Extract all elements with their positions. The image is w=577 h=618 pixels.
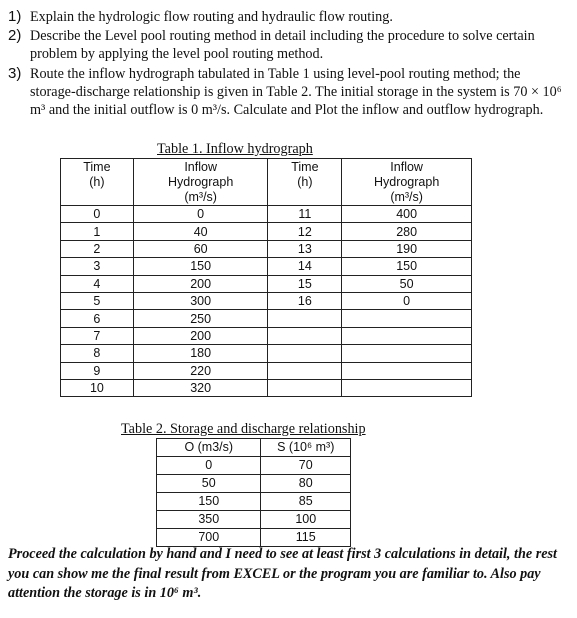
table-cell: 220 bbox=[133, 362, 268, 379]
table-cell: 12 bbox=[268, 223, 342, 240]
table-cell: 8 bbox=[61, 345, 134, 362]
table-2-header-row bbox=[157, 439, 351, 457]
table-cell bbox=[342, 345, 472, 362]
inflow-header: Inflow Hydrograph (m³/s) bbox=[133, 159, 268, 206]
storage-discharge-table bbox=[156, 438, 351, 547]
table-cell: 190 bbox=[342, 240, 472, 257]
table-1-caption: Table 1. Inflow hydrograph bbox=[157, 141, 313, 157]
table-cell: 5 bbox=[61, 292, 134, 309]
question-1 bbox=[8, 8, 568, 26]
table-cell: 60 bbox=[133, 240, 268, 257]
table-cell bbox=[268, 327, 342, 344]
table-cell bbox=[342, 379, 472, 396]
table-row bbox=[61, 240, 472, 257]
table-cell: 200 bbox=[133, 275, 268, 292]
table-cell: 1 bbox=[61, 223, 134, 240]
table-cell bbox=[268, 379, 342, 396]
table-cell: 0 bbox=[342, 292, 472, 309]
outflow-header: O (m3/s) bbox=[157, 439, 261, 457]
table-cell: 85 bbox=[261, 493, 351, 511]
storage-header: S (10⁶ m³) bbox=[261, 439, 351, 457]
inflow-hydrograph-table bbox=[60, 158, 472, 397]
table-row bbox=[157, 529, 351, 547]
table-cell: 700 bbox=[157, 529, 261, 547]
table-cell: 7 bbox=[61, 327, 134, 344]
question-2-text: Describe the Level pool routing method in detail including the procedure to solve certain problem by applying the level pool routing method. bbox=[30, 28, 535, 62]
table-row bbox=[61, 206, 472, 223]
table-cell: 11 bbox=[268, 206, 342, 223]
table-row bbox=[61, 379, 472, 396]
table-cell: 0 bbox=[133, 206, 268, 223]
table-row bbox=[61, 292, 472, 309]
table-cell: 0 bbox=[61, 206, 134, 223]
table-cell: 300 bbox=[133, 292, 268, 309]
table-cell: 100 bbox=[261, 511, 351, 529]
table-row bbox=[61, 362, 472, 379]
initial-storage-value: 70 × 10⁶ m³ bbox=[30, 84, 562, 118]
table-cell bbox=[268, 345, 342, 362]
table-cell: 9 bbox=[61, 362, 134, 379]
time-header: Time (h) bbox=[61, 159, 134, 206]
table-cell: 14 bbox=[268, 258, 342, 275]
table-row bbox=[61, 310, 472, 327]
table-cell: 6 bbox=[61, 310, 134, 327]
table-cell: 150 bbox=[133, 258, 268, 275]
table-cell: 250 bbox=[133, 310, 268, 327]
table-2-caption: Table 2. Storage and discharge relationship bbox=[121, 421, 366, 437]
table-cell: 150 bbox=[342, 258, 472, 275]
table-cell: 115 bbox=[261, 529, 351, 547]
table-cell bbox=[342, 310, 472, 327]
table-cell: 320 bbox=[133, 379, 268, 396]
question-2 bbox=[8, 27, 568, 63]
question-3 bbox=[8, 65, 568, 119]
table-cell: 350 bbox=[157, 511, 261, 529]
table-cell: 10 bbox=[61, 379, 134, 396]
question-3-text-after: and the initial outflow is 0 m³/s. Calculate and Plot the inflow and outflow hydrograph. bbox=[45, 102, 544, 118]
instruction-note: Proceed the calculation by hand and I need to see at least first 3 calculations in detail, the rest you can show me the final result from EXCEL or the program you are familiar to. Also pay attention the storage is in 10⁶ m³. bbox=[8, 546, 557, 601]
table-cell bbox=[342, 362, 472, 379]
table-cell: 3 bbox=[61, 258, 134, 275]
question-3-number: 3) bbox=[8, 65, 22, 82]
time-header: Time (h) bbox=[268, 159, 342, 206]
table-cell: 2 bbox=[61, 240, 134, 257]
table-row bbox=[157, 475, 351, 493]
table-cell: 40 bbox=[133, 223, 268, 240]
table-cell: 50 bbox=[342, 275, 472, 292]
table-cell: 15 bbox=[268, 275, 342, 292]
question-3-text bbox=[30, 65, 568, 119]
table-cell: 180 bbox=[133, 345, 268, 362]
table-row bbox=[157, 493, 351, 511]
table-row bbox=[61, 327, 472, 344]
table-cell: 400 bbox=[342, 206, 472, 223]
table-cell bbox=[268, 362, 342, 379]
table-row bbox=[157, 457, 351, 475]
table-row bbox=[61, 223, 472, 240]
table-cell: 280 bbox=[342, 223, 472, 240]
question-3-text-before: Route the inflow hydrograph tabulated in Table 1 using level-pool routing method; the storage-discharge relationship is given in Table 2. The initial storage in the system is bbox=[30, 66, 521, 100]
question-1-number: 1) bbox=[8, 8, 22, 25]
question-1-text: Explain the hydrologic flow routing and hydraulic flow routing. bbox=[30, 9, 393, 25]
table-row bbox=[61, 345, 472, 362]
table-row bbox=[61, 258, 472, 275]
table-cell: 80 bbox=[261, 475, 351, 493]
table-cell: 4 bbox=[61, 275, 134, 292]
table-row bbox=[61, 275, 472, 292]
table-cell bbox=[342, 327, 472, 344]
table-cell: 200 bbox=[133, 327, 268, 344]
table-cell bbox=[268, 310, 342, 327]
inflow-header: Inflow Hydrograph (m³/s) bbox=[342, 159, 472, 206]
table-cell: 50 bbox=[157, 475, 261, 493]
table-cell: 150 bbox=[157, 493, 261, 511]
table-cell: 16 bbox=[268, 292, 342, 309]
question-2-number: 2) bbox=[8, 27, 22, 44]
table-cell: 0 bbox=[157, 457, 261, 475]
table-cell: 70 bbox=[261, 457, 351, 475]
table-1-header-row bbox=[61, 159, 472, 206]
table-cell: 13 bbox=[268, 240, 342, 257]
table-row bbox=[157, 511, 351, 529]
